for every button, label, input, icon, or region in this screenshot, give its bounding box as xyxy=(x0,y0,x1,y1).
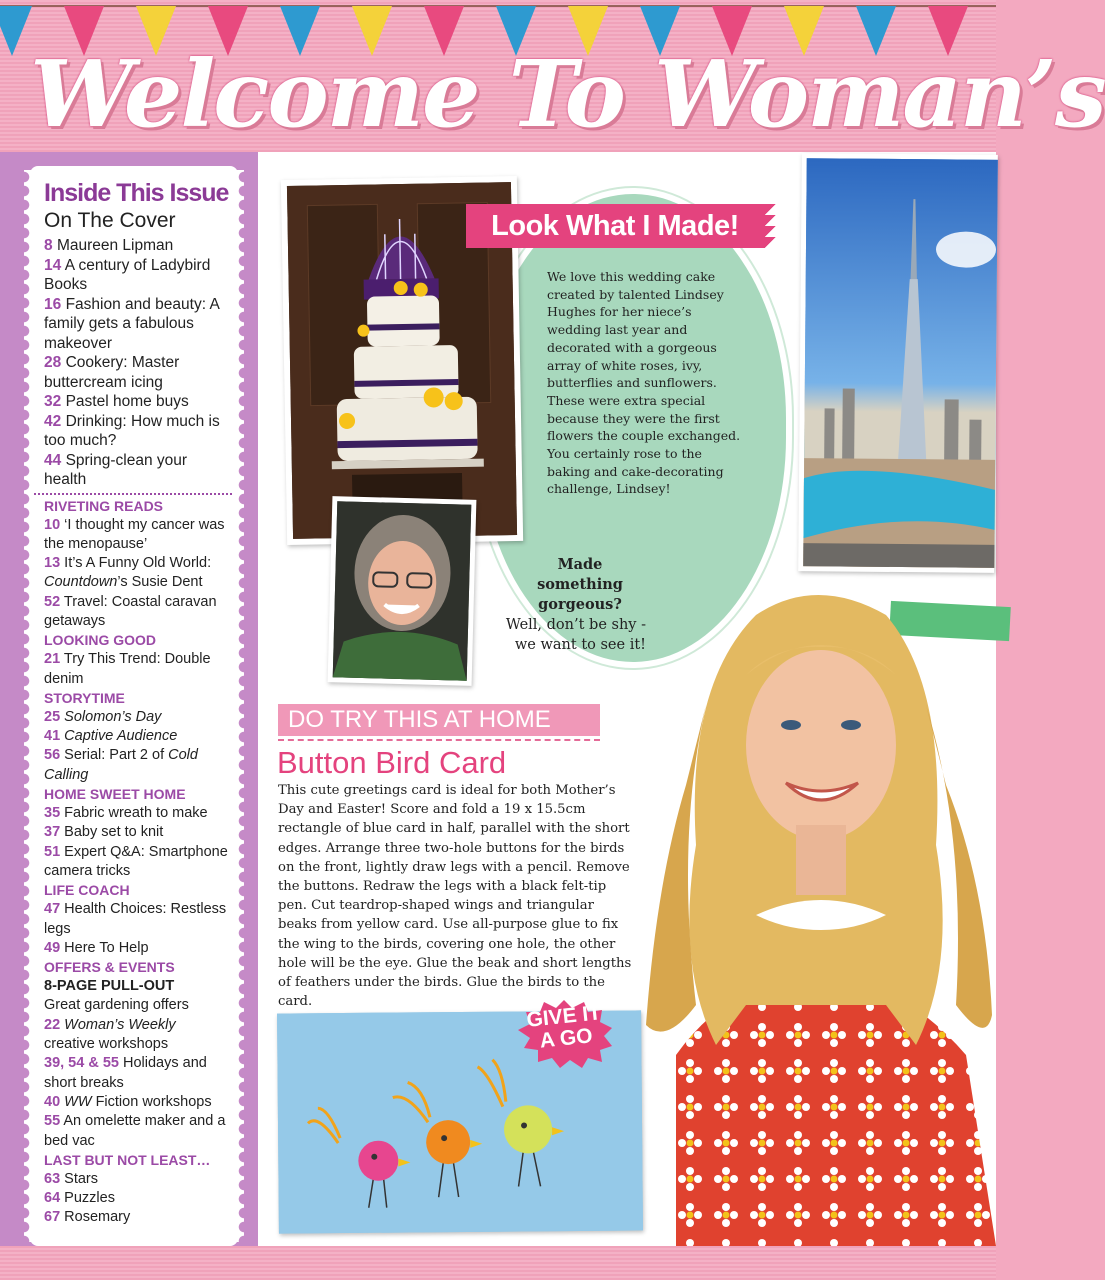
list-item[interactable]: 51 Expert Q&A: Smartphone camera tricks xyxy=(44,843,228,879)
bunting-flag xyxy=(0,6,32,56)
pullout-label: 8-PAGE PULL-OUT xyxy=(44,978,175,995)
dashed-divider xyxy=(278,739,600,741)
masthead-title: Welcome To Woman’s xyxy=(30,40,1105,148)
dubai-photo xyxy=(798,153,998,573)
list-item[interactable]: 49 Here To Help xyxy=(44,939,149,956)
dotted-divider xyxy=(34,493,240,495)
list-item[interactable]: 22 Woman’s Weekly creative workshops xyxy=(44,1016,176,1053)
bottom-strip xyxy=(0,1246,996,1280)
list-item[interactable]: 55 An omelette maker and a bed vac xyxy=(44,1113,226,1149)
list-item[interactable]: 64 Puzzles xyxy=(44,1190,115,1207)
cake-description: We love this wedding cake created by talented Lindsey Hughes for her niece’s wedding last year and decorated with a gorgeous array of white roses, ivy, butterflies and sunflowers. These were extra special because they were the first flowers the couple exchanged. You certainly rose to the baking and cake-decorating challenge, Lindsey! xyxy=(547,269,741,497)
look-what-i-made-banner: Look What I Made! xyxy=(466,204,764,248)
lindsey-portrait xyxy=(328,496,477,686)
list-item[interactable]: 40 WW Fiction workshops xyxy=(44,1093,212,1110)
cover-item[interactable]: 32 Pastel home buys xyxy=(44,393,189,410)
skyline-image xyxy=(803,158,998,568)
list-item[interactable]: 47 Health Choices: Restless legs xyxy=(44,901,227,937)
list-item[interactable]: 13 It’s A Funny Old World: Countdown’s Susie Dent xyxy=(44,555,212,591)
section-heading: OFFERS & EVENTS xyxy=(44,959,175,976)
callout-text: Well, don’t be shy - we want to see it! xyxy=(505,617,646,653)
give-it-a-go-text: GIVE IT A GO xyxy=(525,1001,603,1053)
diy-instructions: This cute greetings card is ideal for both Mother’s Day and Easter! Score and fold a 19 x 15.5cm rectangle of blue card in half, parallel with the short edges. Arrange three two-hole buttons for the birds on the front, lightly draw legs with a pencil. Remove the buttons. Redraw the legs with a black felt-tip pen. Cut teardrop-shaped wings and triangular beaks from yellow card. Use all-purpose glue to fix the wing to the birds, covering one hole, the other hole will be the eye. Glue the beak and short lengths of feathers under the birds. Glue the birds to the card. xyxy=(278,783,632,1010)
cover-item[interactable]: 8 Maureen Lipman xyxy=(44,237,174,254)
callout-bold: Made something gorgeous? xyxy=(537,556,623,613)
contents-title: Inside This Issue xyxy=(44,179,229,207)
list-item[interactable]: 37 Baby set to knit xyxy=(44,824,164,841)
cover-item[interactable]: 14 A century of Ladybird Books xyxy=(44,256,211,293)
header xyxy=(0,0,1105,150)
presenter-image xyxy=(636,585,996,1246)
contents-card xyxy=(34,170,234,1242)
list-item[interactable]: Great gardening offers xyxy=(44,997,189,1014)
cover-heading: On The Cover xyxy=(44,209,176,232)
list-item[interactable]: 63 Stars xyxy=(44,1170,99,1187)
list-item[interactable]: 35 Fabric wreath to make xyxy=(44,805,208,822)
diy-title: Button Bird Card xyxy=(277,745,507,780)
section-heading: STORYTIME xyxy=(44,689,125,706)
cover-item[interactable]: 44 Spring-clean your health xyxy=(44,451,188,488)
cover-list xyxy=(44,236,230,490)
section-heading: LIFE COACH xyxy=(44,882,130,899)
model-photo xyxy=(636,585,996,1246)
cover-item[interactable]: 16 Fashion and beauty: A family gets a fabulous makeover xyxy=(44,295,219,352)
cover-item[interactable]: 28 Cookery: Master buttercream icing xyxy=(44,354,180,391)
list-item[interactable]: 25 Solomon’s Day xyxy=(44,708,162,725)
cover-item[interactable]: 42 Drinking: How much is too much? xyxy=(44,412,220,449)
list-item[interactable]: 39, 54 & 55 Holidays and short breaks xyxy=(44,1055,207,1091)
list-item[interactable]: 52 Travel: Coastal caravan getaways xyxy=(44,593,217,629)
section-heading: LAST BUT NOT LEAST… xyxy=(44,1151,211,1168)
section-heading: HOME SWEET HOME xyxy=(44,786,186,803)
section-heading: RIVETING READS xyxy=(44,497,164,514)
list-item[interactable]: 10 ‘I thought my cancer was the menopause’ xyxy=(44,516,225,552)
list-item[interactable]: 41 Captive Audience xyxy=(44,728,178,745)
submission-callout xyxy=(494,555,646,655)
list-item[interactable]: 56 Serial: Part 2 of Cold Calling xyxy=(44,747,198,783)
list-item[interactable]: 67 Rosemary xyxy=(44,1209,131,1226)
portrait-image xyxy=(333,501,472,680)
list-item[interactable]: 21 Try This Trend: Double denim xyxy=(44,651,211,687)
section-heading: LOOKING GOOD xyxy=(44,632,156,649)
diy-banner: DO TRY THIS AT HOME xyxy=(278,704,600,736)
